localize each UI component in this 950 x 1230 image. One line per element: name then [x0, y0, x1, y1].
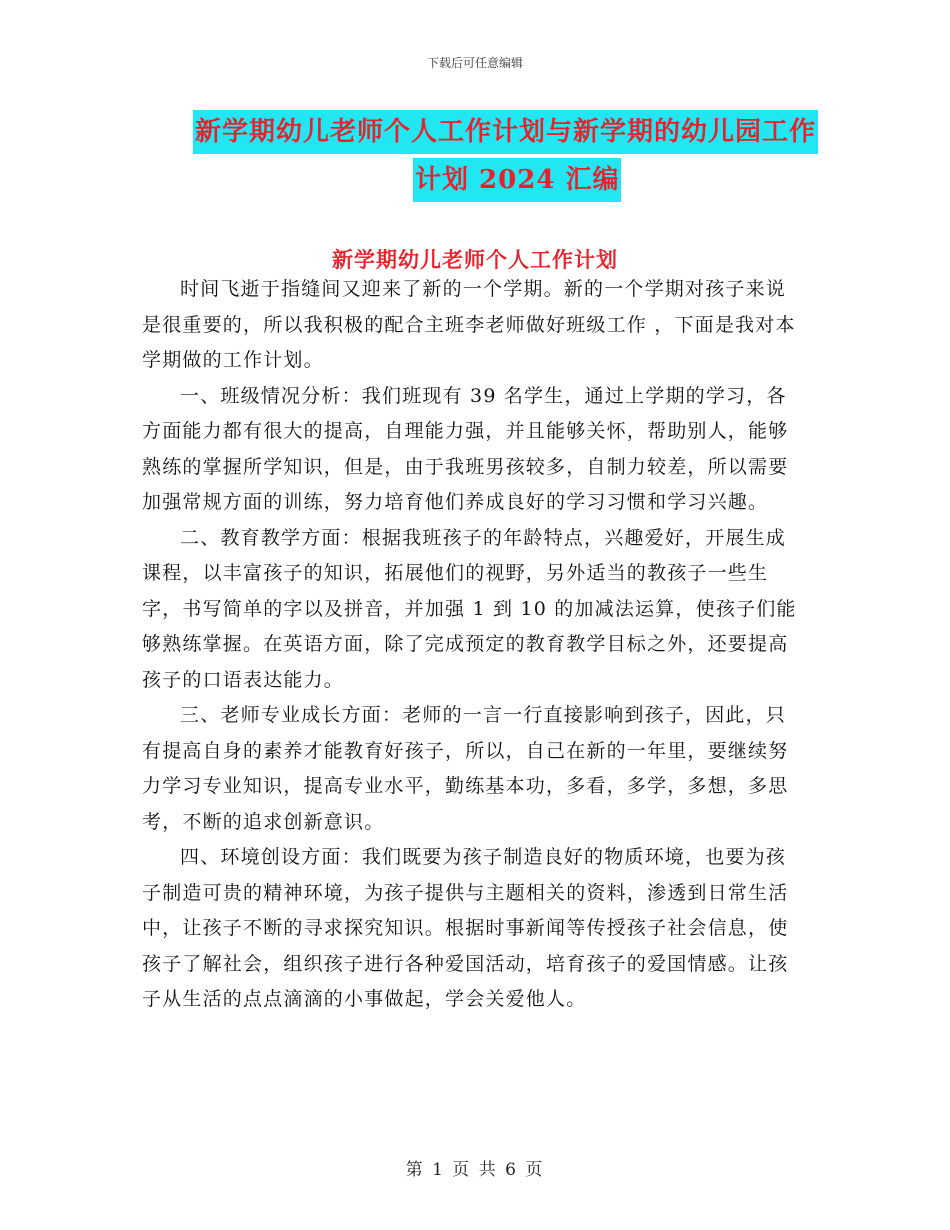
paragraph-professional-growth: 三、老师专业成长方面：老师的一言一行直接影响到孩子，因此，只有提高自身的素养才能教育好孩子，所以，自己在新的一年里，要继续努力学习专业知识，提高专业水平，勤练基本功，多看，多学，多想，多思考，不断的追求创新意识。	[142, 704, 789, 833]
header-note: 下载后可任意编辑	[426, 56, 523, 70]
page-footer: 第 1 页 共 6 页	[405, 1160, 545, 1180]
paragraph-class-analysis: 一、班级情况分析：我们班现有 39 名学生，通过上学期的学习，各方面能力都有很大的提高，自理能力强，并且能够关怀，帮助别人，能够熟练的掌握所学知识，但是，由于我班男孩较多，自制力较差，所以需要加强常规方面的训练，努力培育他们养成良好的学习习惯和学习兴趣。	[142, 384, 789, 513]
paragraph-intro: 时间飞逝于指缝间又迎来了新的一个学期。新的一个学期对孩子来说是很重要的，所以我积极的配合主班李老师做好班级工作 ，下面是我对本学期做的工作计划。	[142, 278, 796, 371]
body-text	[142, 272, 806, 1018]
paragraph-teaching: 二、教育教学方面：根据我班孩子的年龄特点，兴趣爱好，开展生成课程，以丰富孩子的知识，拓展他们的视野，另外适当的教孩子一些生字，书写简单的字以及拼音，并加强 1 到 10 的加减法运算，使孩子们能够熟练掌握。在英语方面，除了完成预定的教育教学目标之外，还要提高孩子的口语表达能力。	[142, 526, 797, 691]
title-line-2: 计划 2024 汇编	[413, 158, 621, 202]
title-line-1: 新学期幼儿老师个人工作计划与新学期的幼儿园工作	[193, 110, 818, 154]
paragraph-environment: 四、环境创设方面：我们既要为孩子制造良好的物质环境，也要为孩子制造可贵的精神环境，为孩子提供与主题相关的资料，渗透到日常生活中，让孩子不断的寻求探究知识。根据时事新闻等传授孩子社会信息，使孩子了解社会，组织孩子进行各种爱国活动，培育孩子的爱国情感。让孩子从生活的点点滴滴的小事做起，学会关爱他人。	[142, 846, 789, 1010]
section-title: 新学期幼儿老师个人工作计划	[332, 247, 618, 272]
